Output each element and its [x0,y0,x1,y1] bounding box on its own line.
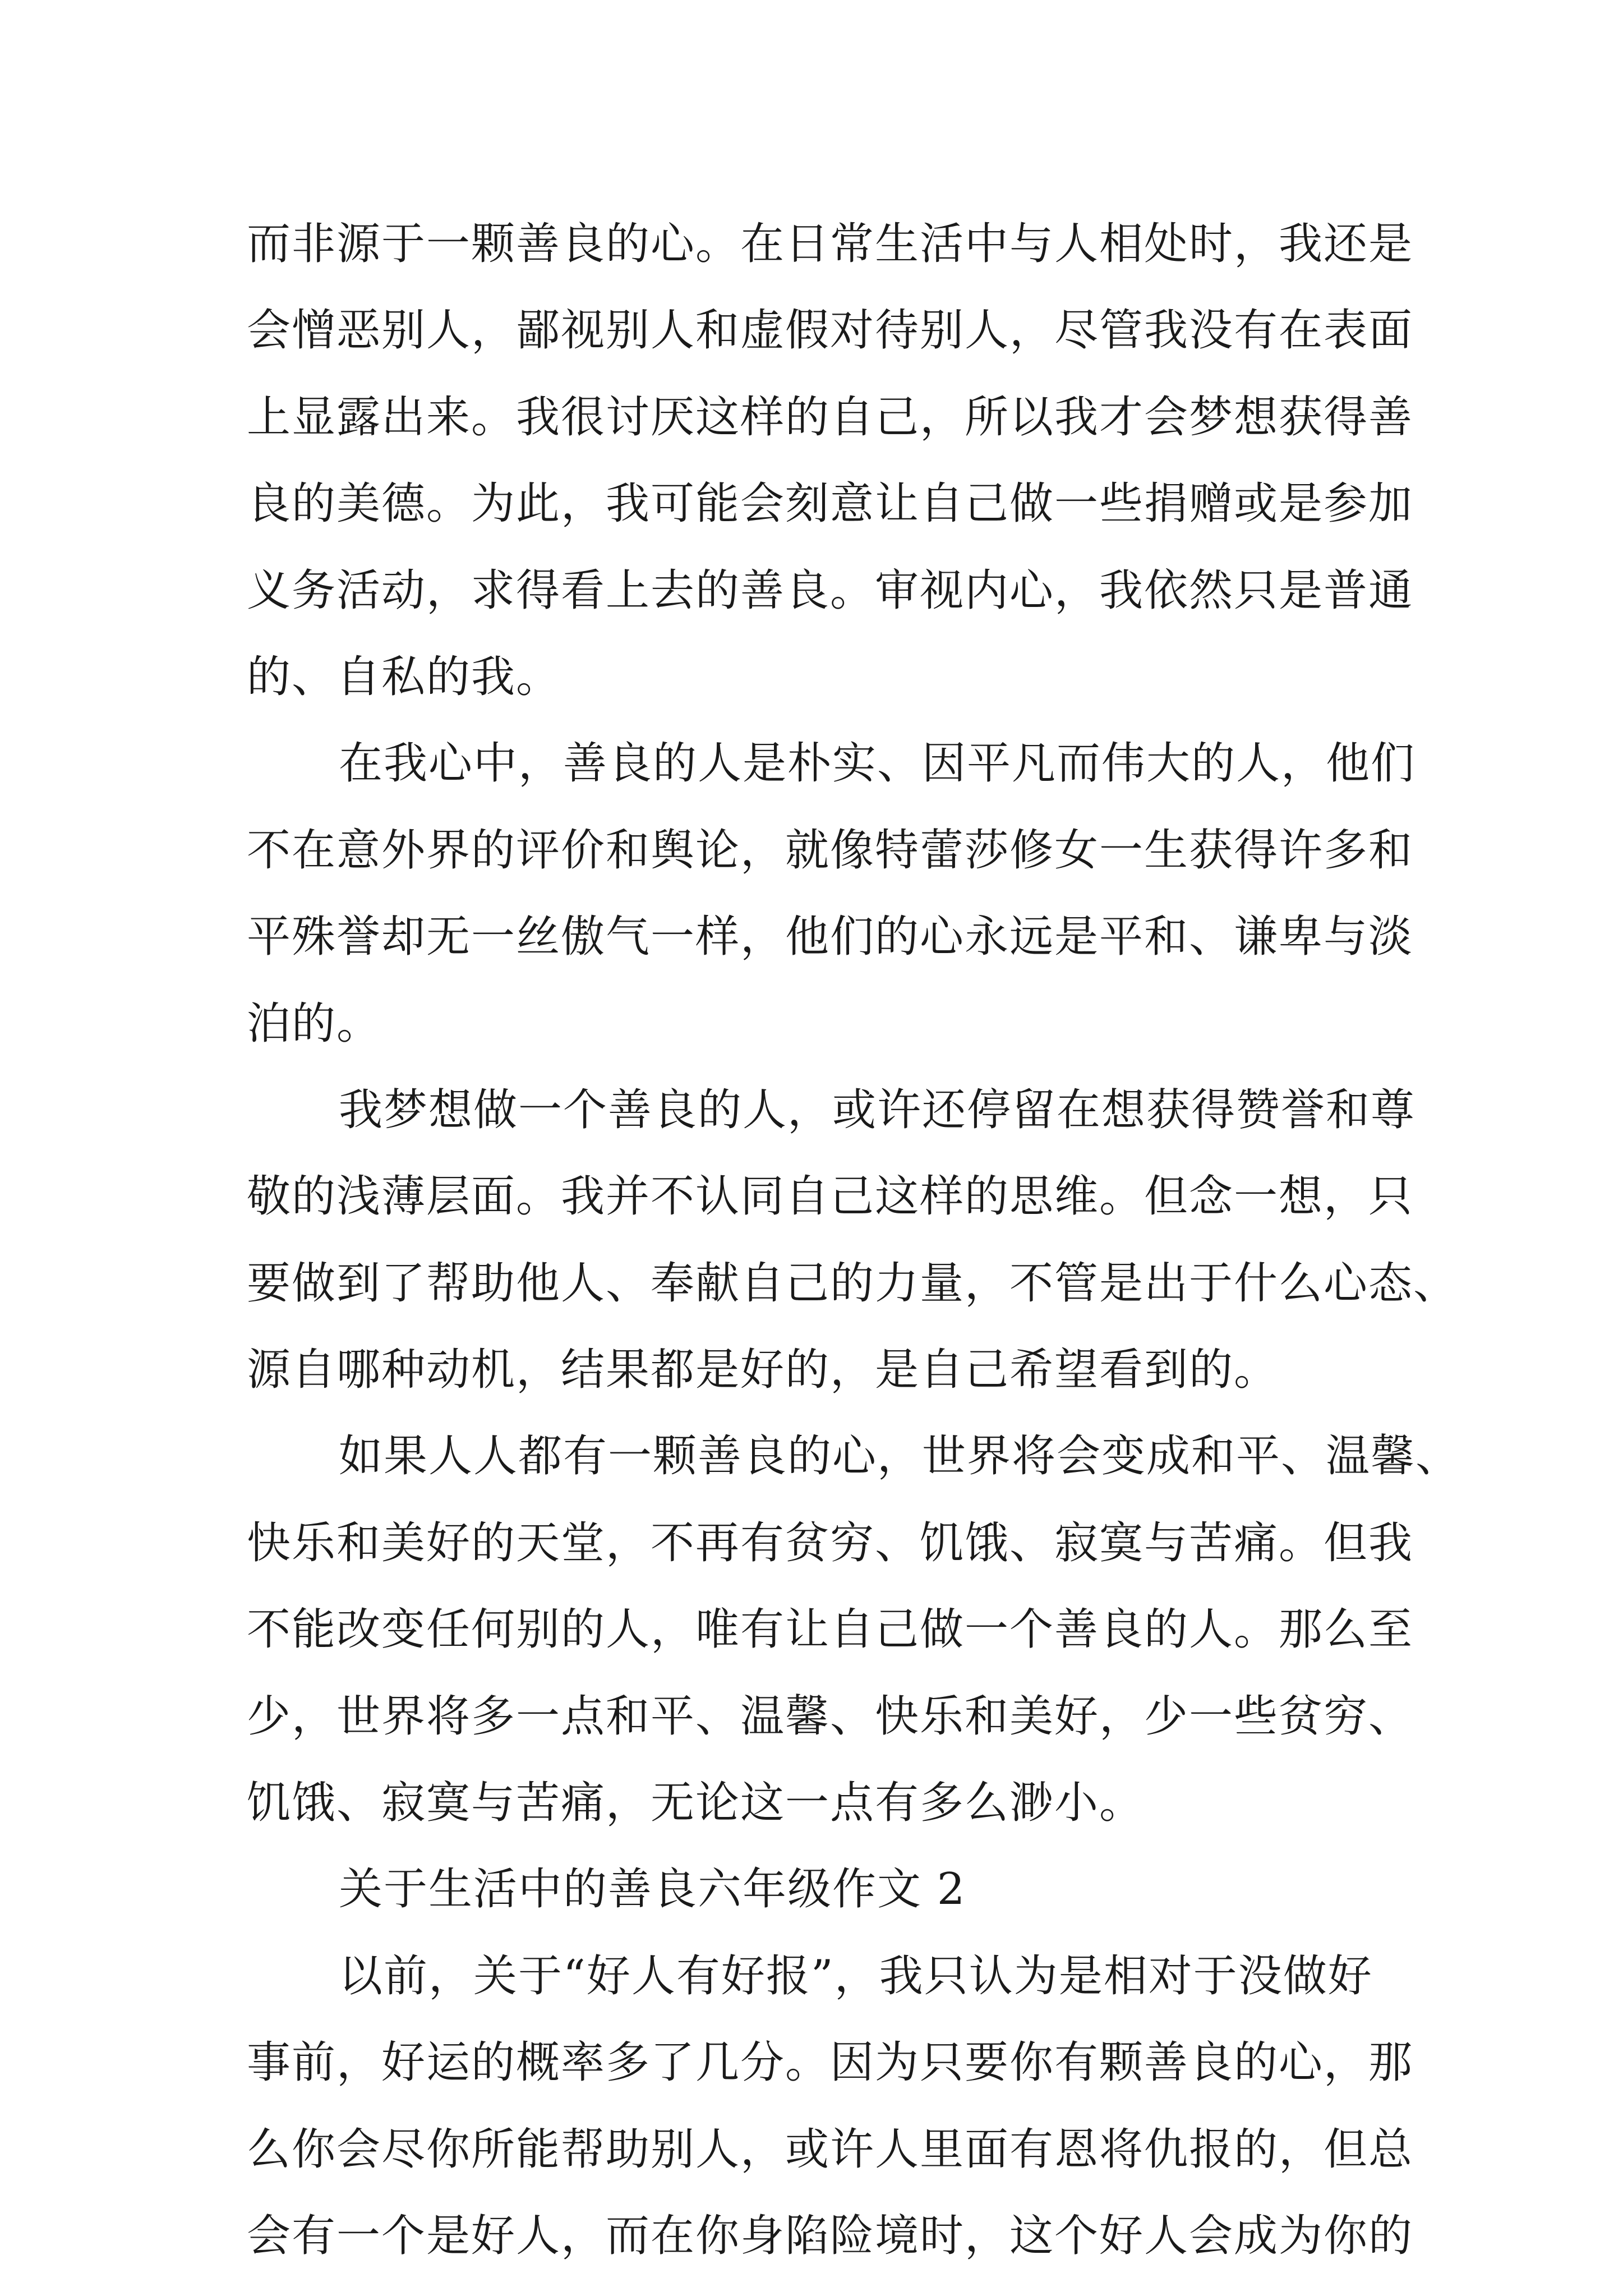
text-line: 源自哪种动机，结果都是好的，是自己希望看到的。 [247,1345,1279,1396]
text-line: 良的美德。为此，我可能会刻意让自己做一些捐赠或是参加 [247,478,1414,530]
text-line: 快乐和美好的天堂，不再有贫穷、饥饿、寂寞与苦痛。但我 [247,1517,1414,1568]
paragraph-start-line: 以前，关于“好人有好报”，我只认为是相对于没做好 [339,1950,1373,2001]
text-line: 么你会尽你所能帮助别人，或许人里面有恩将仇报的，但总 [247,2124,1414,2175]
text-line: 上显露出来。我很讨厌这样的自己，所以我才会梦想获得善 [247,392,1414,443]
text-line: 而非源于一颗善良的心。在日常生活中与人相处时，我还是 [247,219,1414,269]
text-line: 不能改变任何别的人，唯有让自己做一个善良的人。那么至 [247,1604,1414,1655]
text-line: 饥饿、寂寞与苦痛，无论这一点有多么渺小。 [247,1778,1145,1829]
body-text [247,201,1461,2279]
paragraph-start-line: 如果人人都有一颗善良的心，世界将会变成和平、温馨、 [339,1431,1461,1482]
text-line: 要做到了帮助他人、奉献自己的力量，不管是出于什么心态、 [247,1258,1459,1309]
section-title: 关于生活中的善良六年级作文 2 [339,1864,966,1915]
text-line: 泊的。 [247,998,382,1049]
text-line: 不在意外界的评价和舆论，就像特蕾莎修女一生获得许多和 [247,825,1414,876]
text-line: 敬的浅薄层面。我并不认同自己这样的思维。但念一想，只 [247,1171,1414,1222]
paragraph-start-line: 我梦想做一个善良的人，或许还停留在想获得赞誉和尊 [339,1084,1416,1135]
text-line: 会憎恶别人，鄙视别人和虚假对待别人，尽管我没有在表面 [247,305,1414,356]
text-line: 少，世界将多一点和平、温馨、快乐和美好，少一些贫穷、 [247,1691,1414,1742]
paragraph-start-line: 在我心中，善良的人是朴实、因平凡而伟大的人，他们 [339,738,1416,789]
text-line: 事前，好运的概率多了几分。因为只要你有颗善良的心，那 [247,2037,1414,2088]
text-line: 会有一个是好人，而在你身陷险境时，这个好人会成为你的 [247,2210,1414,2261]
text-line: 义务活动，求得看上去的善良。审视内心，我依然只是普通 [247,565,1414,616]
text-line: 的、自私的我。 [247,651,561,702]
text-line: 平殊誉却无一丝傲气一样，他们的心永远是平和、谦卑与淡 [247,912,1414,963]
